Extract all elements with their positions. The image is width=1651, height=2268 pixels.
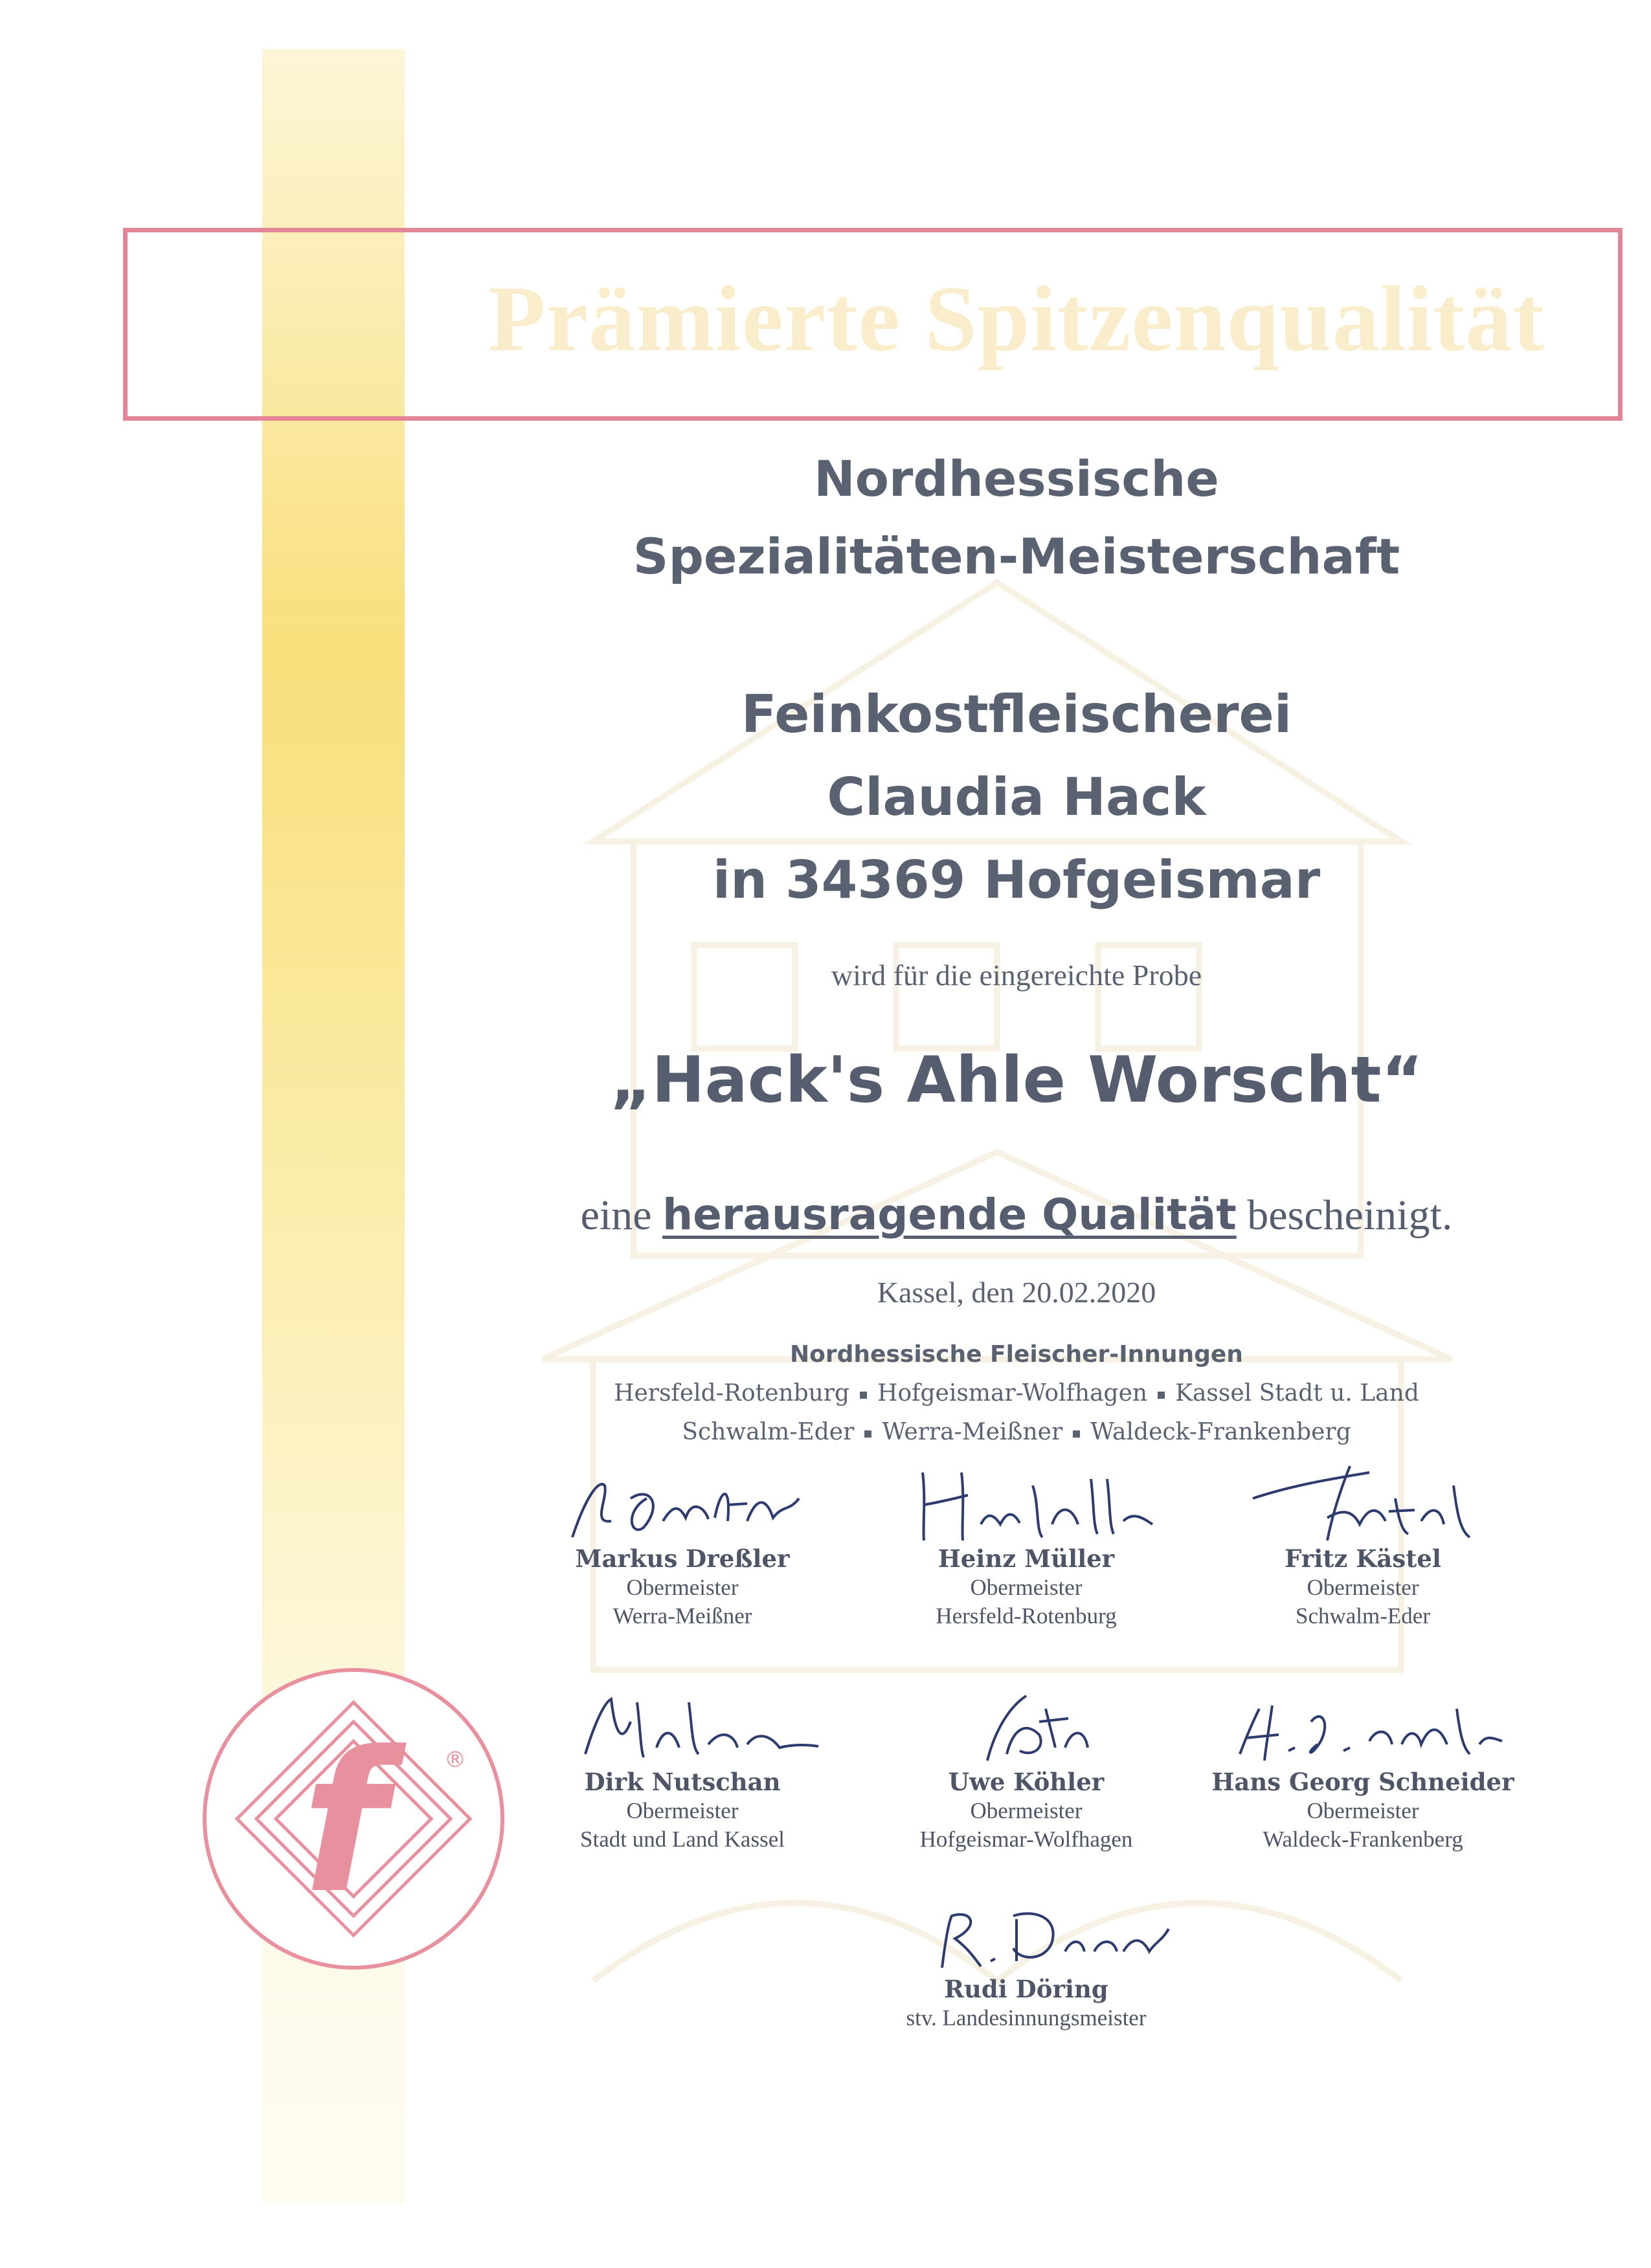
handwritten-signature <box>533 1460 831 1544</box>
signatory-name: Fritz Kästel <box>1285 1544 1441 1573</box>
signature-block <box>832 1890 1220 2032</box>
signatory-name: Uwe Köhler <box>948 1768 1105 1796</box>
guild-name: Werra-Meißner <box>882 1419 1063 1445</box>
intro-text: wird für die eingereichte Probe <box>831 959 1202 992</box>
signatory-name: Heinz Müller <box>938 1544 1115 1573</box>
signature-block <box>488 1683 877 1854</box>
bullet-icon <box>1073 1430 1080 1438</box>
signature-block <box>1169 1460 1557 1630</box>
signatory-name: Dirk Nutschan <box>584 1768 781 1796</box>
signatory-region: Schwalm-Eder <box>1296 1603 1430 1629</box>
guild-name: Waldeck-Frankenberg <box>1090 1419 1351 1445</box>
signatory-role: Obermeister <box>970 1798 1083 1823</box>
guild-name: Kassel Stadt u. Land <box>1175 1380 1419 1406</box>
signatory-region: Hersfeld-Rotenburg <box>936 1603 1117 1629</box>
handwritten-signature <box>1214 1683 1512 1767</box>
signatory-role: Obermeister <box>970 1575 1083 1600</box>
recipient-block <box>414 673 1619 922</box>
signatory-region: Werra-Meißner <box>612 1603 752 1629</box>
product-name: „Hack's Ahle Worscht“ <box>610 1043 1423 1117</box>
signatory-role: stv. Landesinnungsmeister <box>906 2005 1147 2030</box>
event-title-line: Nordhessische <box>814 450 1219 507</box>
bullet-icon <box>1158 1392 1165 1399</box>
handwritten-signature <box>877 1890 1175 1974</box>
signature-block <box>1169 1683 1557 1854</box>
bullet-icon <box>864 1430 871 1438</box>
signature-block <box>488 1460 877 1630</box>
registered-mark: ® <box>444 1747 466 1773</box>
logo-letter: f <box>301 1710 387 1936</box>
recipient-name: Claudia Hack <box>827 767 1206 827</box>
signatory-name: Rudi Döring <box>944 1975 1108 2003</box>
signature-block <box>832 1683 1220 1854</box>
guild-list-row <box>414 1380 1619 1406</box>
recipient-business-type: Feinkostfleischerei <box>741 684 1292 744</box>
handwritten-signature <box>533 1683 831 1767</box>
guild-name: Hofgeismar-Wolfhagen <box>877 1380 1148 1406</box>
signatory-role: Obermeister <box>626 1575 739 1600</box>
signatory-role: Obermeister <box>1307 1798 1419 1823</box>
handwritten-signature <box>1214 1460 1512 1544</box>
signatory-role: Obermeister <box>626 1798 739 1823</box>
event-title-line: Spezialitäten-Meisterschaft <box>633 528 1400 585</box>
signature-block <box>832 1460 1220 1630</box>
guild-name: Hersfeld-Rotenburg <box>614 1380 850 1406</box>
date-line: Kassel, den 20.02.2020 <box>877 1276 1156 1309</box>
handwritten-signature <box>877 1683 1175 1767</box>
bullet-icon <box>860 1392 867 1399</box>
certification-statement <box>414 1190 1619 1240</box>
certification-emphasis: herausragende Qualität <box>662 1190 1237 1240</box>
signatory-region: Waldeck-Frankenberg <box>1263 1827 1463 1852</box>
handwritten-signature <box>877 1460 1175 1544</box>
signatory-region: Stadt und Land Kassel <box>580 1827 785 1852</box>
signatory-role: Obermeister <box>1307 1575 1419 1600</box>
fleischer-f-logo-icon <box>198 1663 509 1974</box>
organization-name: Nordhessische Fleischer-Innungen <box>790 1341 1243 1368</box>
header-title: Prämierte Spitzenqualität <box>488 267 1545 371</box>
certification-pre: eine <box>580 1192 652 1239</box>
signatory-region: Hofgeismar-Wolfhagen <box>919 1827 1133 1852</box>
guild-list-row <box>414 1419 1619 1445</box>
signatory-name: Markus Dreßler <box>575 1544 790 1573</box>
certification-post: bescheinigt. <box>1247 1192 1453 1239</box>
recipient-location: in 34369 Hofgeismar <box>712 850 1321 910</box>
event-title <box>414 440 1619 595</box>
signatory-name: Hans Georg Schneider <box>1211 1768 1514 1796</box>
guild-name: Schwalm-Eder <box>682 1419 855 1445</box>
